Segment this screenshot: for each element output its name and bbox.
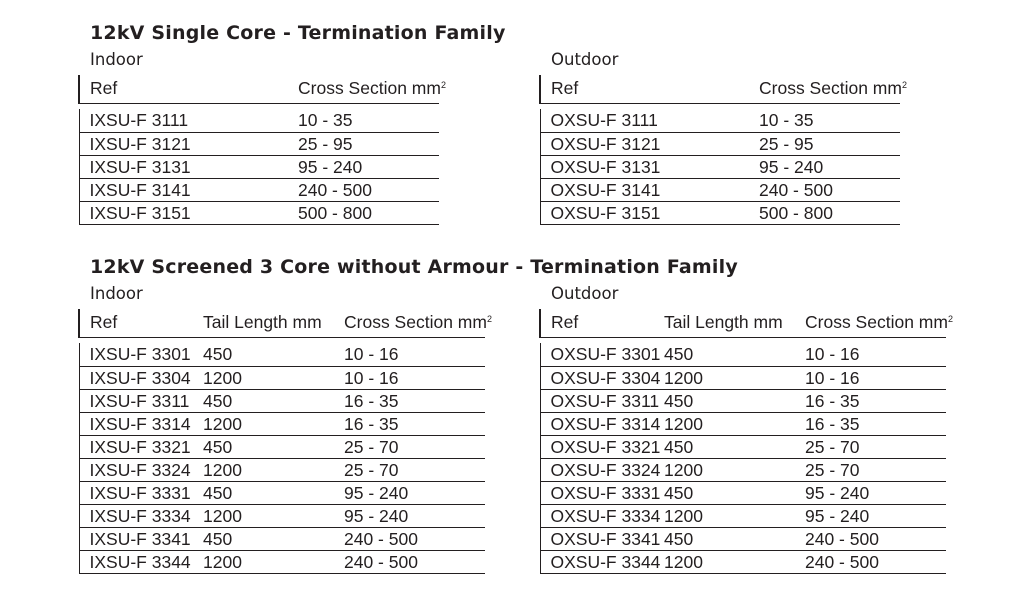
cell-cross-section: 10 - 16	[344, 366, 485, 389]
col-header-cross-section: Cross Section $mm^2$	[298, 75, 439, 103]
cell-ref: OXSU-F 3131	[540, 155, 759, 178]
cell-tail-length: 1200	[664, 458, 805, 481]
cell-ref: IXSU-F 3131	[79, 155, 298, 178]
cell-tail-length: 450	[664, 389, 805, 412]
table-row	[540, 178, 900, 201]
cell-cross-section: 10 - 35	[298, 109, 439, 132]
indoor-label: Indoor	[90, 284, 143, 303]
table-row	[79, 201, 439, 224]
table-row	[540, 366, 946, 389]
table-row	[540, 155, 900, 178]
cell-cross-section: 25 - 70	[805, 435, 946, 458]
cell-ref: OXSU-F 3334	[540, 504, 664, 527]
table-row	[79, 343, 485, 366]
cell-cross-section: 500 - 800	[759, 201, 900, 224]
cell-tail-length: 450	[664, 527, 805, 550]
outdoor-label: Outdoor	[551, 50, 619, 69]
table-row	[79, 412, 485, 435]
cell-cross-section: 16 - 35	[805, 389, 946, 412]
table-row	[79, 366, 485, 389]
cell-ref: OXSU-F 3341	[540, 527, 664, 550]
cell-cross-section: 95 - 240	[344, 504, 485, 527]
col-header-tail-length: Tail Length mm	[664, 309, 805, 337]
cell-ref: IXSU-F 3331	[79, 481, 203, 504]
cell-tail-length: 450	[664, 481, 805, 504]
cell-ref: OXSU-F 3331	[540, 481, 664, 504]
cell-tail-length: 1200	[203, 366, 344, 389]
table-row	[79, 155, 439, 178]
cell-ref: IXSU-F 3324	[79, 458, 203, 481]
single-core-title: 12kV Single Core - Termination Family	[90, 22, 506, 44]
col-header-cross-section: Cross Section $mm^2$	[805, 309, 946, 337]
cell-tail-length: 450	[203, 481, 344, 504]
cell-tail-length: 1200	[203, 504, 344, 527]
col-header-tail-length: Tail Length mm	[203, 309, 344, 337]
table-row	[79, 550, 485, 573]
table-header-row	[79, 75, 439, 103]
cell-ref: IXSU-F 3341	[79, 527, 203, 550]
table-row	[540, 132, 900, 155]
cell-cross-section: 95 - 240	[759, 155, 900, 178]
cell-cross-section: 10 - 16	[344, 343, 485, 366]
cell-cross-section: 500 - 800	[298, 201, 439, 224]
table-row	[79, 435, 485, 458]
cell-ref: OXSU-F 3324	[540, 458, 664, 481]
screened-outdoor-table	[539, 309, 953, 574]
col-header-ref: Ref	[540, 75, 759, 103]
cell-cross-section: 240 - 500	[759, 178, 900, 201]
table-row	[540, 412, 946, 435]
single-core-outdoor-table	[539, 75, 907, 225]
cell-tail-length: 450	[203, 389, 344, 412]
cell-tail-length: 1200	[203, 412, 344, 435]
cell-cross-section: 10 - 16	[805, 343, 946, 366]
cell-cross-section: 240 - 500	[344, 550, 485, 573]
cell-ref: OXSU-F 3314	[540, 412, 664, 435]
cell-ref: OXSU-F 3311	[540, 389, 664, 412]
table-row	[540, 527, 946, 550]
table-row	[540, 389, 946, 412]
cell-ref: OXSU-F 3141	[540, 178, 759, 201]
cell-ref: IXSU-F 3334	[79, 504, 203, 527]
cell-cross-section: 240 - 500	[344, 527, 485, 550]
outdoor-label: Outdoor	[551, 284, 619, 303]
cell-cross-section: 95 - 240	[344, 481, 485, 504]
cell-ref: OXSU-F 3111	[540, 109, 759, 132]
cell-ref: IXSU-F 3151	[79, 201, 298, 224]
cell-tail-length: 450	[203, 527, 344, 550]
cell-ref: OXSU-F 3151	[540, 201, 759, 224]
table-row	[540, 504, 946, 527]
cell-cross-section: 240 - 500	[805, 550, 946, 573]
cell-cross-section: 240 - 500	[298, 178, 439, 201]
table-row	[540, 343, 946, 366]
cell-ref: IXSU-F 3344	[79, 550, 203, 573]
table-row	[540, 458, 946, 481]
cell-tail-length: 1200	[664, 412, 805, 435]
single-core-indoor-table	[78, 75, 446, 225]
cell-ref: IXSU-F 3111	[79, 109, 298, 132]
table-row	[79, 527, 485, 550]
cell-cross-section: 95 - 240	[805, 481, 946, 504]
cell-ref: OXSU-F 3121	[540, 132, 759, 155]
table-row	[79, 109, 439, 132]
cell-cross-section: 25 - 95	[298, 132, 439, 155]
screened-3-core-title: 12kV Screened 3 Core without Armour - Termination Family	[90, 256, 738, 278]
cell-ref: OXSU-F 3321	[540, 435, 664, 458]
cell-tail-length: 450	[203, 343, 344, 366]
table-row	[79, 389, 485, 412]
cell-ref: IXSU-F 3141	[79, 178, 298, 201]
table-row	[79, 504, 485, 527]
cell-ref: IXSU-F 3304	[79, 366, 203, 389]
cell-cross-section: 25 - 70	[344, 458, 485, 481]
cell-tail-length: 1200	[664, 504, 805, 527]
cell-cross-section: 16 - 35	[344, 412, 485, 435]
table-row	[540, 435, 946, 458]
cell-cross-section: 10 - 35	[759, 109, 900, 132]
cell-ref: OXSU-F 3301	[540, 343, 664, 366]
col-header-ref: Ref	[79, 75, 298, 103]
table-header-row	[540, 309, 946, 337]
table-row	[540, 550, 946, 573]
cell-tail-length: 450	[664, 435, 805, 458]
cell-tail-length: 1200	[203, 550, 344, 573]
cell-ref: IXSU-F 3121	[79, 132, 298, 155]
cell-ref: IXSU-F 3311	[79, 389, 203, 412]
cell-cross-section: 16 - 35	[344, 389, 485, 412]
screened-indoor-table	[78, 309, 492, 574]
cell-tail-length: 1200	[664, 366, 805, 389]
cell-tail-length: 450	[664, 343, 805, 366]
cell-cross-section: 16 - 35	[805, 412, 946, 435]
table-row	[79, 458, 485, 481]
cell-ref: IXSU-F 3314	[79, 412, 203, 435]
cell-cross-section: 25 - 95	[759, 132, 900, 155]
col-header-ref: Ref	[540, 309, 664, 337]
cell-cross-section: 10 - 16	[805, 366, 946, 389]
col-header-cross-section: Cross Section $mm^2$	[759, 75, 900, 103]
table-header-row	[79, 309, 485, 337]
col-header-cross-section: Cross Section $mm^2$	[344, 309, 485, 337]
cell-ref: IXSU-F 3301	[79, 343, 203, 366]
cell-cross-section: 25 - 70	[344, 435, 485, 458]
table-row	[540, 109, 900, 132]
cell-ref: OXSU-F 3344	[540, 550, 664, 573]
cell-ref: OXSU-F 3304	[540, 366, 664, 389]
table-row	[540, 481, 946, 504]
table-row	[79, 178, 439, 201]
cell-cross-section: 25 - 70	[805, 458, 946, 481]
cell-ref: IXSU-F 3321	[79, 435, 203, 458]
table-row	[540, 201, 900, 224]
cell-cross-section: 95 - 240	[805, 504, 946, 527]
indoor-label: Indoor	[90, 50, 143, 69]
cell-tail-length: 1200	[203, 458, 344, 481]
table-row	[79, 481, 485, 504]
cell-tail-length: 1200	[664, 550, 805, 573]
table-header-row	[540, 75, 900, 103]
cell-tail-length: 450	[203, 435, 344, 458]
cell-cross-section: 240 - 500	[805, 527, 946, 550]
col-header-ref: Ref	[79, 309, 203, 337]
cell-cross-section: 95 - 240	[298, 155, 439, 178]
table-row	[79, 132, 439, 155]
